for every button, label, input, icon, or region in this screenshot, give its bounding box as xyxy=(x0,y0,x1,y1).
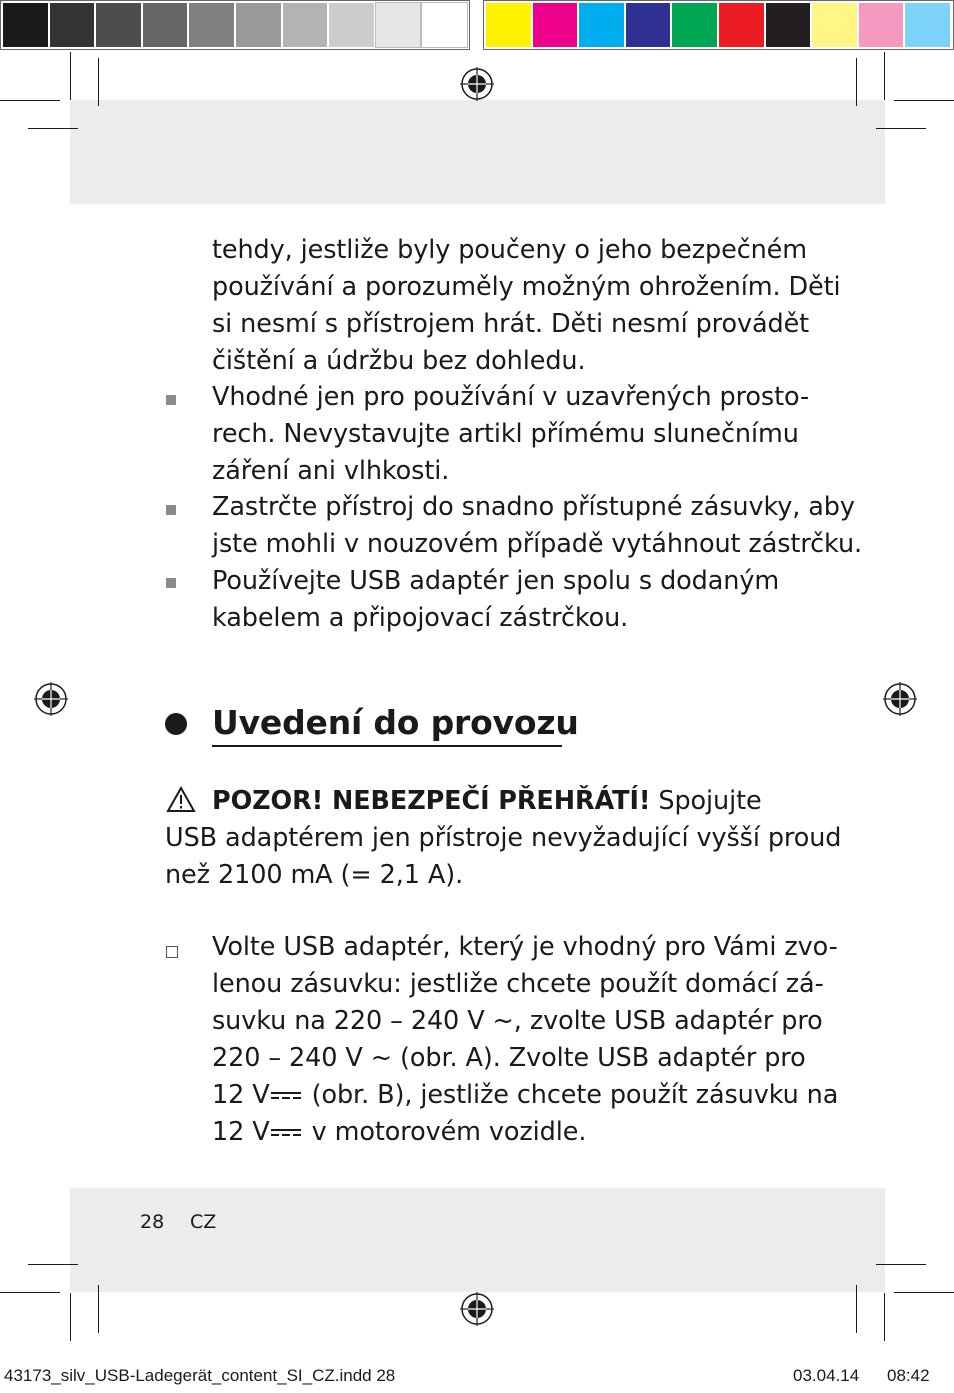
list-item: Používejte USB adaptér jen spolu s dodaným xyxy=(212,566,780,596)
step-text: Volte USB adaptér, který je vhodný pro Vámi zvo- xyxy=(212,932,838,962)
step-text: suvku na 220 – 240 V ~, zvolte USB adaptér pro xyxy=(212,1006,823,1036)
registration-mark-left-icon xyxy=(34,682,68,716)
warning-text: Spojujte xyxy=(650,786,762,816)
registration-mark-top-icon xyxy=(460,67,494,101)
list-item: Zastrčte přístroj do snadno přístupné zásuvky, aby xyxy=(212,492,855,522)
text-line: používání a porozuměly možným ohrožením. Děti xyxy=(212,272,841,302)
footer-band xyxy=(70,1188,885,1292)
page-number: 28 xyxy=(140,1211,165,1233)
step-text: 220 – 240 V ~ (obr. A). Zvolte USB adaptér pro xyxy=(212,1043,806,1073)
bullet-square-icon xyxy=(166,395,176,405)
header-band xyxy=(70,100,885,204)
bullet-square-icon xyxy=(166,578,176,588)
list-item: kabelem a připojovací zástrčkou. xyxy=(212,603,629,633)
heading-underline xyxy=(212,745,562,747)
warning-text: USB adaptérem jen přístroje nevyžadující vyšší proud xyxy=(165,823,842,853)
section-heading: Uvedení do provozu xyxy=(212,703,579,742)
text-line: tehdy, jestliže byly poučeny o jeho bezpečném xyxy=(212,235,808,265)
step-text: 12 V xyxy=(212,1080,270,1110)
step-checkbox-icon xyxy=(166,946,178,958)
warning-triangle-icon xyxy=(166,786,196,813)
section-bullet-icon xyxy=(165,713,187,735)
step-text: 12 V xyxy=(212,1117,270,1147)
list-item: jste mohli v nouzovém případě vytáhnout zástrčku. xyxy=(212,529,863,559)
step-text: (obr. B), jestliže chcete použít zásuvku na xyxy=(303,1080,839,1110)
text-line: si nesmí s přístrojem hrát. Děti nesmí provádět xyxy=(212,309,810,339)
list-item: záření ani vlhkosti. xyxy=(212,456,450,486)
slug-time: 08:42 xyxy=(887,1366,930,1385)
list-item: rech. Nevystavujte artikl přímému slunečnímu xyxy=(212,419,799,449)
registration-mark-bottom-icon xyxy=(460,1292,494,1326)
dc-symbol-icon xyxy=(271,1090,301,1102)
slug-filename: 43173_silv_USB-Ladegerät_content_SI_CZ.indd 28 xyxy=(4,1366,396,1385)
step-text: lenou zásuvku: jestliže chcete použít domácí zá- xyxy=(212,969,824,999)
bullet-square-icon xyxy=(166,505,176,515)
step-text: v motorovém vozidle. xyxy=(303,1117,587,1147)
swatch-frame xyxy=(483,0,954,50)
warning-label: POZOR! NEBEZPEČÍ PŘEHŘÁTÍ! xyxy=(212,786,651,816)
registration-mark-right-icon xyxy=(883,682,917,716)
warning-text: než 2100 mA (= 2,1 A). xyxy=(165,860,464,890)
dc-symbol-icon xyxy=(271,1127,301,1139)
swatch-frame xyxy=(0,0,470,50)
footer-language: CZ xyxy=(190,1211,217,1233)
slug-date: 03.04.14 xyxy=(793,1366,860,1385)
list-item: Vhodné jen pro používání v uzavřených prosto- xyxy=(212,382,810,412)
text-line: čištění a údržbu bez dohledu. xyxy=(212,346,586,376)
